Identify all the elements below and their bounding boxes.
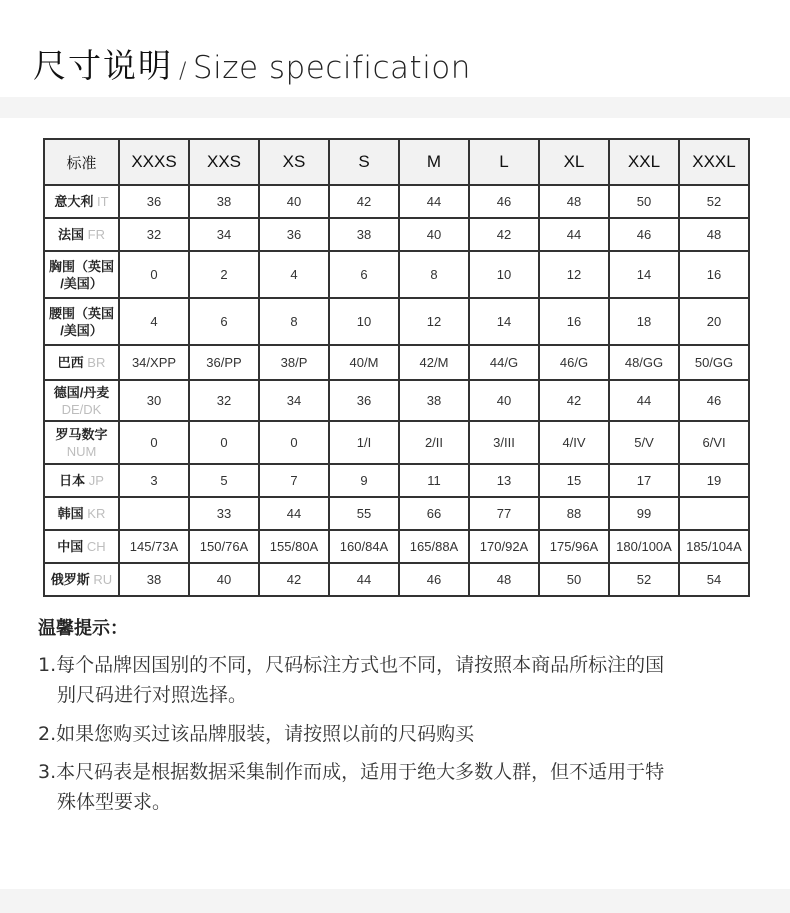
table-cell: 42: [329, 185, 399, 218]
table-cell: 48/GG: [609, 345, 679, 380]
table-cell: 175/96A: [539, 530, 609, 563]
title-slash: /: [179, 59, 187, 84]
table-cell: 50: [539, 563, 609, 596]
table-cell: 36/PP: [189, 345, 259, 380]
table-cell: 5/V: [609, 421, 679, 464]
row-label-text: 德国/丹麦: [53, 384, 110, 400]
tip-2-line-1: 2.如果您购买过该品牌服装，请按照以前的尺码购买: [38, 723, 475, 745]
table-cell: 3: [119, 464, 189, 497]
table-cell: 66: [399, 497, 469, 530]
table-cell: 52: [609, 563, 679, 596]
table-cell: 4: [119, 298, 189, 345]
table-cell: 38: [119, 563, 189, 596]
row-label-text: 腰围（英国: [48, 305, 114, 321]
table-cell: 48: [679, 218, 749, 251]
table-row: [44, 251, 749, 298]
table-cell: 8: [259, 298, 329, 345]
table-cell: 34: [259, 380, 329, 421]
table-cell: 0: [119, 421, 189, 464]
table-cell: 6: [189, 298, 259, 345]
table-cell: 9: [329, 464, 399, 497]
table-cell: 40/M: [329, 345, 399, 380]
table-cell: 0: [119, 251, 189, 298]
table-row: [44, 218, 749, 251]
table-cell: 8: [399, 251, 469, 298]
table-row: [44, 345, 749, 380]
row-label-abbr: RU: [93, 572, 113, 587]
table-cell: 32: [189, 380, 259, 421]
table-cell: 46: [679, 380, 749, 421]
table-row: [44, 563, 749, 596]
table-row: [44, 497, 749, 530]
tip-item-1: [38, 650, 753, 710]
table-cell: 46: [399, 563, 469, 596]
tips-title: 温馨提示：: [38, 618, 128, 639]
table-cell: 185/104A: [679, 530, 749, 563]
table-cell: 19: [679, 464, 749, 497]
row-label: [44, 497, 119, 530]
table-cell: 42: [259, 563, 329, 596]
table-cell: 44: [259, 497, 329, 530]
row-label: [44, 563, 119, 596]
table-cell: 44: [609, 380, 679, 421]
table-cell: 12: [539, 251, 609, 298]
row-label-line-2: /美国）: [60, 322, 103, 338]
row-label-abbr: FR: [87, 227, 105, 242]
page-header: [0, 0, 790, 100]
table-cell: 44: [399, 185, 469, 218]
table-cell: 6/VI: [679, 421, 749, 464]
table-cell: 150/76A: [189, 530, 259, 563]
row-label-abbr: BR: [87, 355, 106, 370]
table-cell: 2/II: [399, 421, 469, 464]
table-cell: 155/80A: [259, 530, 329, 563]
table-cell: 18: [609, 298, 679, 345]
table-cell: 50/GG: [679, 345, 749, 380]
row-label-text: 俄罗斯: [50, 572, 90, 587]
table-cell: 34: [189, 218, 259, 251]
row-label-text: 罗马数字: [55, 426, 108, 442]
table-cell: 3/III: [469, 421, 539, 464]
table-cell: 1/I: [329, 421, 399, 464]
row-label-abbr: JP: [88, 473, 104, 488]
table-cell: 50: [609, 185, 679, 218]
table-cell: 13: [469, 464, 539, 497]
table-cell: 20: [679, 298, 749, 345]
header-size-xxs: XXS: [189, 139, 259, 185]
table-cell: 12: [399, 298, 469, 345]
row-label: [44, 530, 119, 563]
table-cell: 14: [609, 251, 679, 298]
table-cell: 33: [189, 497, 259, 530]
row-label: [44, 298, 119, 345]
row-label: [44, 218, 119, 251]
row-label-line-2: DE/DK: [61, 401, 102, 417]
table-row: [44, 530, 749, 563]
table-cell: [119, 497, 189, 530]
table-cell: 10: [469, 251, 539, 298]
table-cell: 7: [259, 464, 329, 497]
header-size-xxxs: XXXS: [119, 139, 189, 185]
table-cell: 38: [399, 380, 469, 421]
table-cell: 46/G: [539, 345, 609, 380]
table-cell: 38: [189, 185, 259, 218]
row-label: [44, 345, 119, 380]
tip-item-2: [38, 719, 753, 749]
header-size-m: M: [399, 139, 469, 185]
table-cell: 165/88A: [399, 530, 469, 563]
top-divider-band: [0, 97, 790, 118]
table-cell: 42/M: [399, 345, 469, 380]
title-en-text: Size specification: [192, 50, 471, 86]
table-row: [44, 298, 749, 345]
table-cell: 48: [469, 563, 539, 596]
table-cell: 170/92A: [469, 530, 539, 563]
table-row: [44, 421, 749, 464]
tip-3-line-2: 殊体型要求。: [57, 791, 172, 813]
table-row: [44, 185, 749, 218]
table-cell: 180/100A: [609, 530, 679, 563]
row-label-line-2: /美国）: [60, 275, 103, 291]
bottom-divider-band: [0, 889, 790, 913]
table-cell: 160/84A: [329, 530, 399, 563]
table-cell: 44/G: [469, 345, 539, 380]
table-cell: [679, 497, 749, 530]
table-cell: 10: [329, 298, 399, 345]
table-cell: 54: [679, 563, 749, 596]
header-size-xl: XL: [539, 139, 609, 185]
row-label-text: 法国: [58, 227, 85, 242]
header-size-l: L: [469, 139, 539, 185]
table-cell: 34/XPP: [119, 345, 189, 380]
row-label-abbr: IT: [97, 194, 109, 209]
row-label: [44, 380, 119, 421]
table-cell: 38/P: [259, 345, 329, 380]
table-cell: 40: [399, 218, 469, 251]
table-cell: 16: [539, 298, 609, 345]
table-cell: 32: [119, 218, 189, 251]
table-cell: 4/IV: [539, 421, 609, 464]
tip-3-line-1: 3.本尺码表是根据数据采集制作而成，适用于绝大多数人群，但不适用于特: [38, 761, 665, 783]
table-cell: 38: [329, 218, 399, 251]
table-cell: 99: [609, 497, 679, 530]
table-cell: 36: [119, 185, 189, 218]
header-size-xxl: XXL: [609, 139, 679, 185]
table-cell: 36: [259, 218, 329, 251]
table-cell: 17: [609, 464, 679, 497]
table-cell: 46: [469, 185, 539, 218]
row-label-text: 胸围（英国: [48, 258, 114, 274]
page-title-cn: 尺寸说明: [33, 46, 173, 85]
table-cell: 30: [119, 380, 189, 421]
row-label-text: 巴西: [57, 355, 84, 370]
header-size-xs: XS: [259, 139, 329, 185]
row-label: [44, 251, 119, 298]
row-label-text: 日本: [59, 473, 86, 488]
table-cell: 88: [539, 497, 609, 530]
tip-1-line-2: 别尺码进行对照选择。: [57, 684, 248, 706]
table-cell: 6: [329, 251, 399, 298]
header-size-xxxl: XXXL: [679, 139, 749, 185]
table-cell: 16: [679, 251, 749, 298]
header-standard: 标准: [44, 139, 119, 185]
table-cell: 14: [469, 298, 539, 345]
row-label-text: 韩国: [57, 506, 84, 521]
header-size-s: S: [329, 139, 399, 185]
table-row: [44, 464, 749, 497]
row-label: [44, 185, 119, 218]
table-cell: 77: [469, 497, 539, 530]
table-row: [44, 380, 749, 421]
table-cell: 44: [329, 563, 399, 596]
table-cell: 46: [609, 218, 679, 251]
table-cell: 42: [469, 218, 539, 251]
row-label-abbr: KR: [87, 506, 106, 521]
table-cell: 0: [189, 421, 259, 464]
table-cell: 44: [539, 218, 609, 251]
table-cell: 0: [259, 421, 329, 464]
table-cell: 4: [259, 251, 329, 298]
table-cell: 48: [539, 185, 609, 218]
table-cell: 52: [679, 185, 749, 218]
table-header-row: [44, 139, 749, 185]
table-cell: 15: [539, 464, 609, 497]
row-label: [44, 421, 119, 464]
page-title-en: [179, 48, 471, 92]
table-cell: 55: [329, 497, 399, 530]
table-cell: 42: [539, 380, 609, 421]
table-cell: 40: [189, 563, 259, 596]
table-cell: 11: [399, 464, 469, 497]
row-label-line-2: NUM: [66, 443, 97, 459]
size-table: [43, 138, 750, 597]
table-cell: 145/73A: [119, 530, 189, 563]
table-cell: 40: [259, 185, 329, 218]
row-label: [44, 464, 119, 497]
table-cell: 40: [469, 380, 539, 421]
row-label-abbr: CH: [86, 539, 106, 554]
table-cell: 36: [329, 380, 399, 421]
row-label-text: 中国: [57, 539, 84, 554]
row-label-text: 意大利: [54, 194, 94, 209]
tip-item-3: [38, 757, 753, 817]
tip-1-line-1: 1.每个品牌因国别的不同，尺码标注方式也不同，请按照本商品所标注的国: [38, 654, 665, 676]
table-cell: 5: [189, 464, 259, 497]
table-cell: 2: [189, 251, 259, 298]
